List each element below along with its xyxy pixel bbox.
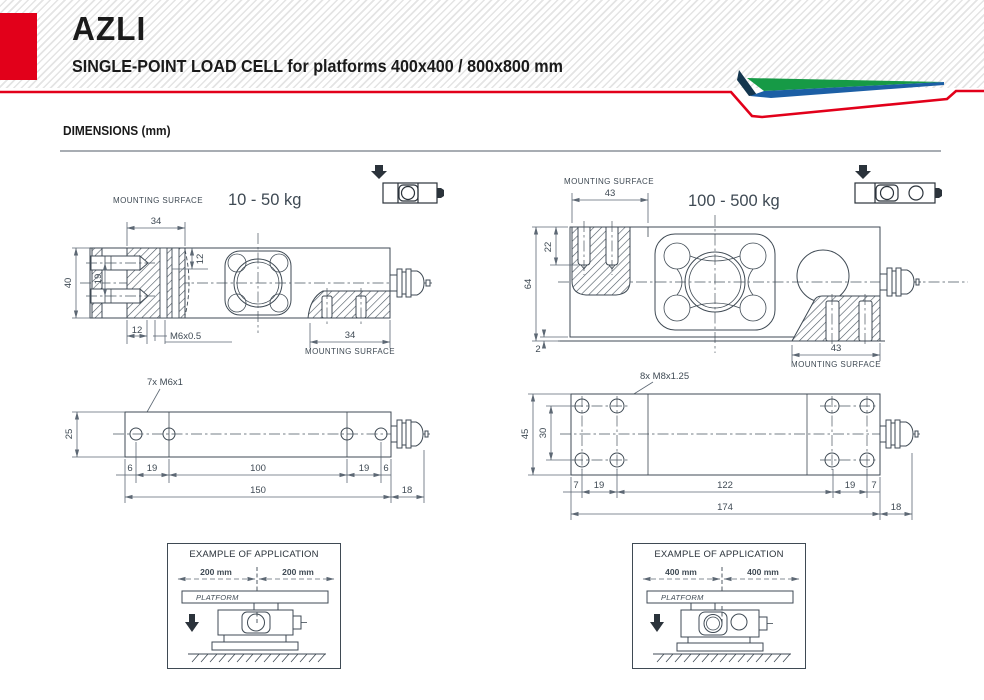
application-title-large: EXAMPLE OF APPLICATION	[654, 549, 784, 560]
dim-hole-pitch-plan-large: 30	[538, 427, 549, 439]
platform-label-small: PLATFORM	[196, 593, 239, 602]
dim-connector-large: 18	[890, 502, 902, 513]
dim-offset-small: 12	[131, 325, 143, 336]
mounting-surface-top-large: MOUNTING SURFACE	[564, 177, 654, 186]
dim-height-large: 64	[523, 278, 534, 290]
load-direction-icon-small	[371, 165, 444, 203]
application-example-small	[167, 543, 341, 669]
down-arrow-icon	[371, 165, 387, 179]
app-cell-small	[212, 610, 307, 650]
mounting-surface-bottom-large: MOUNTING SURFACE	[791, 360, 881, 369]
mounting-surface-top-small: MOUNTING SURFACE	[113, 196, 203, 205]
span-left-large: 400 mm	[665, 567, 697, 577]
dim-length-large: 174	[717, 502, 733, 513]
dim-bottom-width-small: 34	[344, 330, 356, 341]
dim-seg5-small: 6	[383, 463, 389, 474]
cable-gland-plan-small	[391, 420, 430, 448]
dim-hole-depth-large: 22	[543, 241, 554, 253]
cable-gland-plan-large	[880, 420, 920, 448]
ground-hatch	[657, 654, 790, 662]
dim-connector-small: 18	[401, 485, 413, 496]
dim-height-small: 40	[63, 277, 74, 289]
application-drawing-small	[168, 562, 339, 664]
dim-length-small: 150	[250, 485, 266, 496]
plan-view-small-cell	[60, 368, 470, 530]
cable-gland-small	[390, 269, 432, 297]
dim-seg3-small: 100	[250, 463, 266, 474]
product-subtitle: SINGLE-POINT LOAD CELL for platforms 400x400 / 800x800 mm	[72, 56, 563, 76]
dim-bottom-width-large: 43	[830, 343, 842, 354]
platform-label-large: PLATFORM	[661, 593, 704, 602]
dim-seg4-large: 19	[844, 480, 856, 491]
dim-seg1-large: 7	[573, 480, 579, 491]
icon-connector	[437, 188, 444, 198]
dim-base-large: 2	[535, 344, 541, 355]
header-rule-swoosh	[0, 70, 984, 130]
cell-body-side-large	[558, 215, 968, 353]
span-left-small: 200 mm	[200, 567, 232, 577]
dim-hole-pitch-small: 19	[93, 273, 104, 285]
dim-thread-small: M6x0.5	[170, 331, 202, 342]
dimensions-rule	[60, 150, 941, 152]
side-view-large-cell	[520, 153, 984, 383]
span-right-small: 200 mm	[282, 567, 314, 577]
dim-seg2-small: 19	[146, 463, 158, 474]
mounting-surface-bottom-small: MOUNTING SURFACE	[305, 347, 395, 356]
load-arrow-small	[185, 614, 199, 632]
side-view-small-cell	[60, 158, 470, 376]
application-title-small: EXAMPLE OF APPLICATION	[189, 549, 319, 560]
span-right-large: 400 mm	[747, 567, 779, 577]
ground-hatch	[192, 654, 325, 662]
mount-block-large	[572, 221, 630, 295]
plan-view-large-cell	[520, 363, 984, 535]
cell-body-side-small	[80, 233, 432, 333]
cell-body-plan-large	[560, 394, 920, 475]
dim-seg5-large: 7	[871, 480, 877, 491]
cable-gland-large	[880, 268, 921, 296]
app-cell-large	[677, 610, 773, 651]
load-arrow-large	[650, 614, 664, 632]
application-drawing-large	[633, 562, 804, 664]
mount-foot-small	[308, 288, 390, 324]
red-rule	[0, 91, 984, 117]
dim-width-large: 45	[520, 428, 531, 440]
dim-seg3-large: 122	[717, 480, 733, 491]
dim-top-width-small: 34	[150, 216, 162, 227]
range-label-small: 10 - 50 kg	[228, 191, 302, 209]
icon-connector	[935, 188, 942, 198]
dim-width-small: 25	[64, 428, 75, 440]
thread-callout-large: 8x M8x1.25	[640, 371, 690, 382]
dim-seg4-small: 19	[358, 463, 370, 474]
cell-body-plan-small	[113, 412, 430, 457]
down-arrow-icon	[855, 165, 871, 179]
dimensions-title: DIMENSIONS (mm)	[63, 124, 171, 138]
application-example-large	[632, 543, 806, 669]
product-title: AZLI	[72, 10, 147, 47]
load-direction-icon-large	[855, 165, 942, 203]
dim-inner-depth-small: 12	[195, 253, 206, 265]
dim-seg2-large: 19	[593, 480, 605, 491]
range-label-large: 100 - 500 kg	[688, 192, 780, 210]
dim-top-width-large: 43	[604, 188, 616, 199]
dim-seg1-small: 6	[127, 463, 133, 474]
thread-callout-small: 7x M6x1	[147, 377, 183, 388]
